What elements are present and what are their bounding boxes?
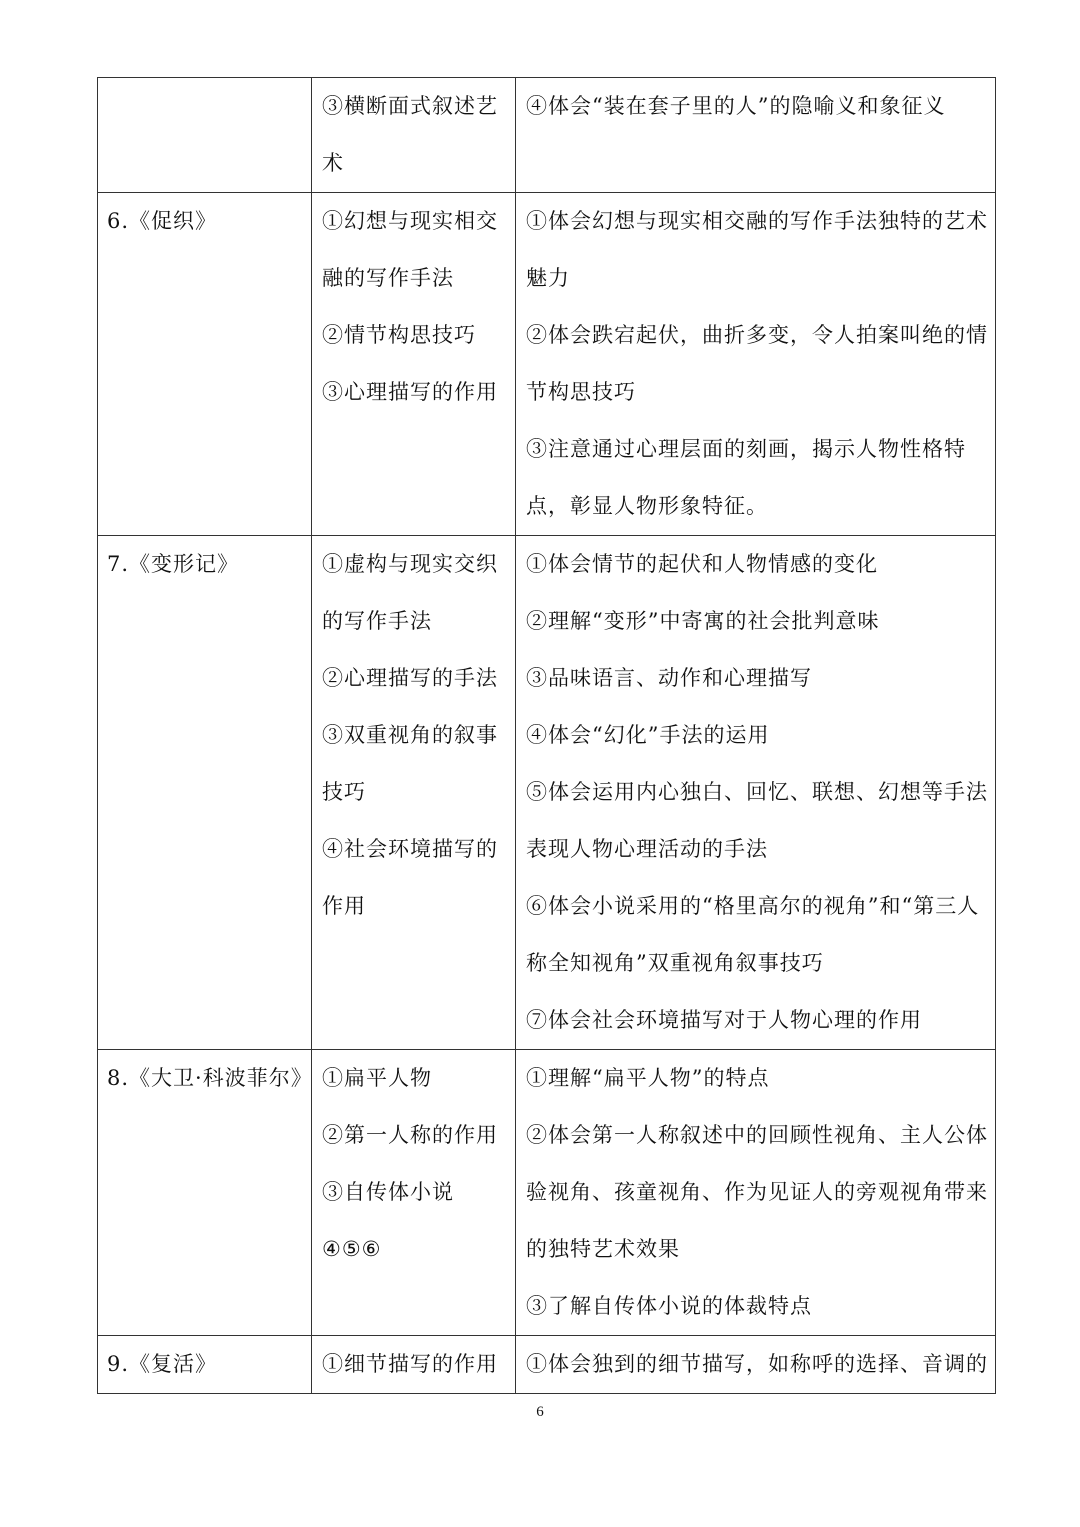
knowledge-point: ②情节构思技巧 [322,323,476,347]
work-title: 8.《大卫·科波菲尔》 [107,1066,313,1090]
work-title: 6.《促织》 [107,209,218,233]
learning-goal: ④体会“装在套子里的人”的隐喻义和象征义 [526,94,946,118]
table-row [98,1336,996,1394]
knowledge-point: ④⑤⑥ [322,1237,382,1261]
table-row [98,193,996,536]
knowledge-point: ①细节描写的作用 [322,1352,498,1376]
learning-goal: ①体会幻想与现实相交融的写作手法独特的艺术魅力 [526,209,988,290]
learning-goal: ①理解“扁平人物”的特点 [526,1066,770,1090]
work-title: 9.《复活》 [107,1352,218,1376]
learning-goals-cell [516,1050,996,1336]
learning-goal: ②体会第一人称叙述中的回顾性视角、主人公体验视角、孩童视角、作为见证人的旁观视角带来的独特艺术效果 [526,1123,988,1261]
learning-goal: ⑥体会小说采用的“格里高尔的视角”和“第三人称全知视角”双重视角叙事技巧 [526,894,980,975]
page-number: 6 [536,1404,544,1420]
knowledge-point: ①扁平人物 [322,1066,432,1090]
knowledge-point: ④社会环境描写的作用 [322,837,498,918]
knowledge-point: ③横断面式叙述艺术 [322,94,498,175]
table-row [98,1050,996,1336]
learning-goal: ②理解“变形”中寄寓的社会批判意味 [526,609,880,633]
work-title-cell [98,78,312,193]
learning-goal: ②体会跌宕起伏，曲折多变，令人拍案叫绝的情节构思技巧 [526,323,988,404]
knowledge-point: ③双重视角的叙事技巧 [322,723,498,804]
learning-goals-cell [516,1336,996,1394]
knowledge-point: ②第一人称的作用 [322,1123,498,1147]
learning-goal: ③注意通过心理层面的刻画，揭示人物性格特点，彰显人物形象特征。 [526,437,966,518]
learning-goals-cell [516,78,996,193]
knowledge-point: ②心理描写的手法 [322,666,498,690]
learning-goals-cell [516,536,996,1050]
content-table [97,77,996,1394]
table-row [98,78,996,193]
work-title-cell [98,1336,312,1394]
learning-goal: ③了解自传体小说的体裁特点 [526,1294,812,1318]
knowledge-point: ①虚构与现实交织的写作手法 [322,552,498,633]
table-row [98,536,996,1050]
knowledge-points-cell [312,193,516,536]
learning-goals-cell [516,193,996,536]
learning-goal: ⑤体会运用内心独白、回忆、联想、幻想等手法表现人物心理活动的手法 [526,780,988,861]
work-title-cell [98,536,312,1050]
work-title-cell [98,1050,312,1336]
knowledge-point: ③自传体小说 [322,1180,454,1204]
knowledge-points-cell [312,1336,516,1394]
learning-goal: ④体会“幻化”手法的运用 [526,723,770,747]
knowledge-point: ③心理描写的作用 [322,380,498,404]
learning-goal: ⑦体会社会环境描写对于人物心理的作用 [526,1008,922,1032]
knowledge-points-cell [312,1050,516,1336]
knowledge-points-cell [312,78,516,193]
knowledge-point: ①幻想与现实相交融的写作手法 [322,209,498,290]
work-title-cell [98,193,312,536]
knowledge-points-cell [312,536,516,1050]
learning-goal: ①体会情节的起伏和人物情感的变化 [526,552,878,576]
learning-goal: ③品味语言、动作和心理描写 [526,666,812,690]
work-title: 7.《变形记》 [107,552,240,576]
learning-goal: ①体会独到的细节描写，如称呼的选择、音调的 [526,1352,988,1376]
